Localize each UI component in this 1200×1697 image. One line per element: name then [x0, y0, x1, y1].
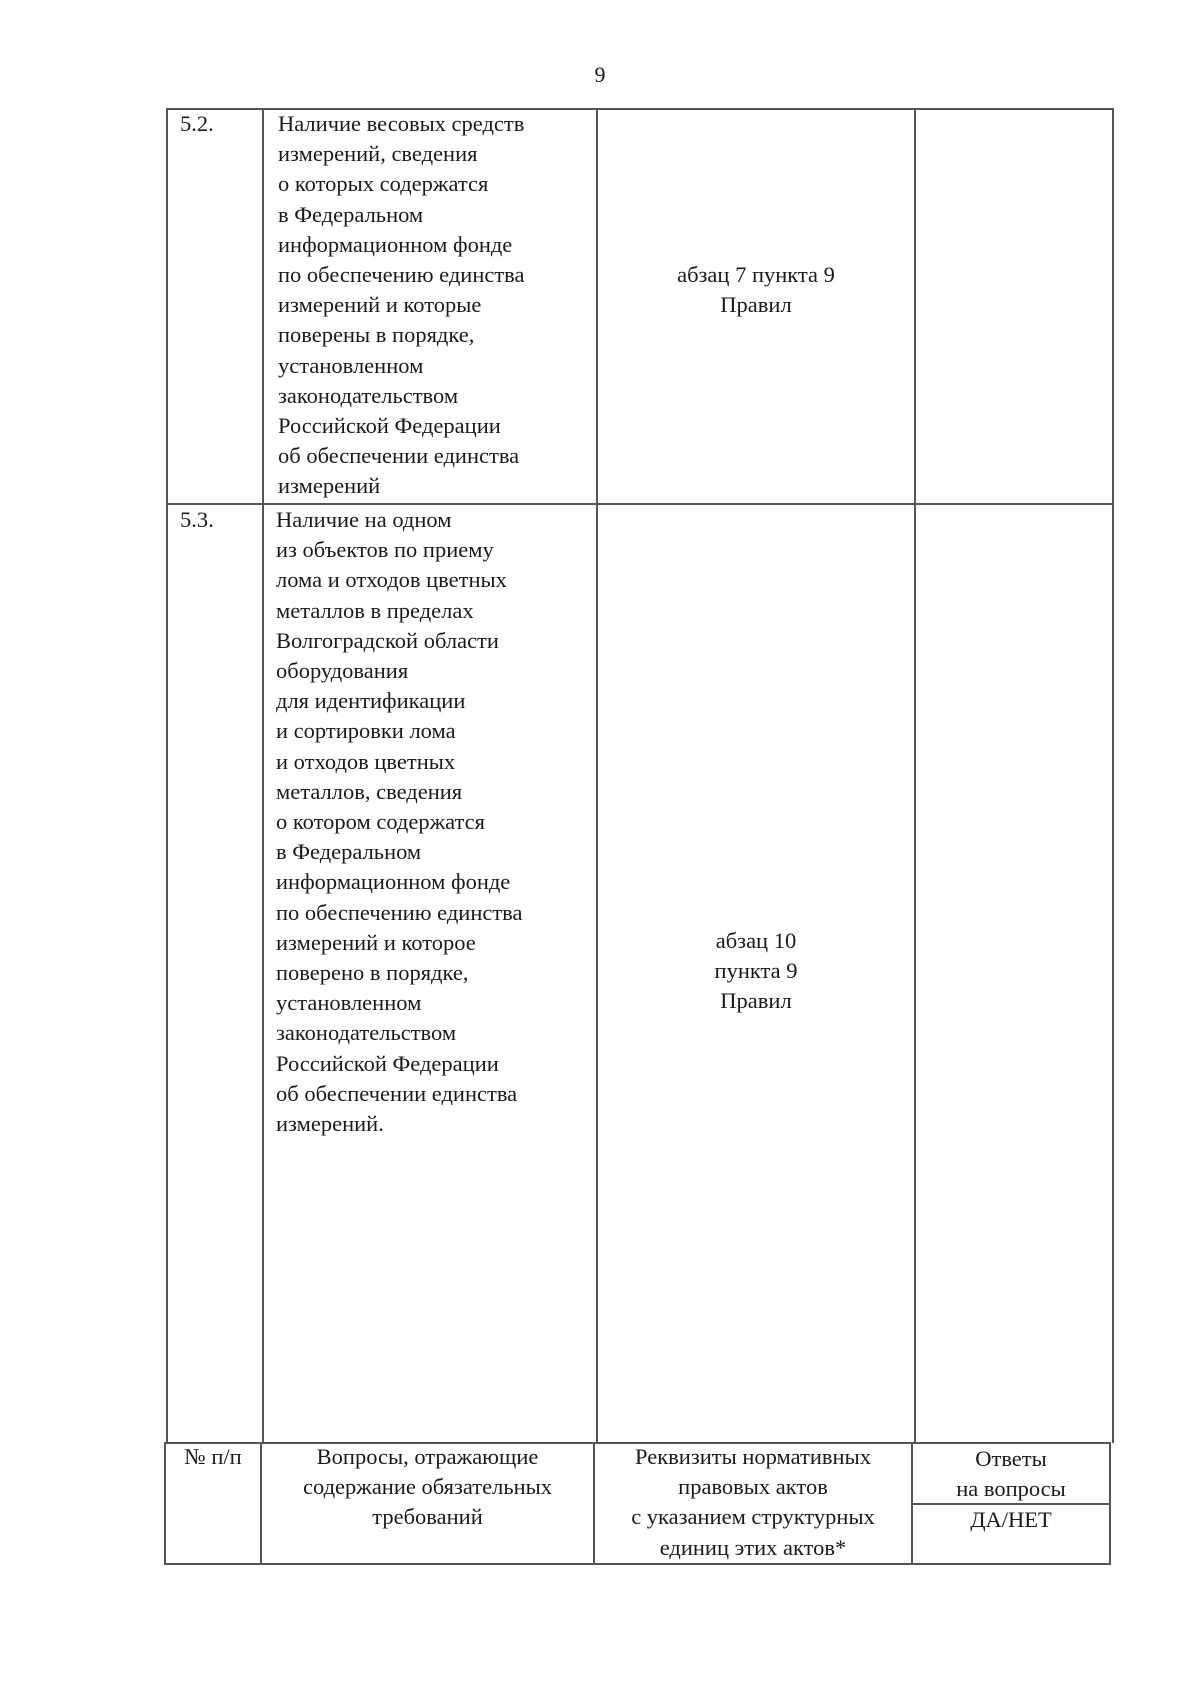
question-text: Наличие на одном из объектов по приему лома и отходов цветных металлов в пределах Волгоградской области оборудования для идентификации и сортировки лома и отходов цветных металлов, сведения о котором содержатся в Федеральном информационном фонде по обеспечению единства измерений и которое поверено в порядке, установленном законодательством Российской Федерации об обеспечении единства измерений.: [276, 507, 523, 1137]
legal-reference: абзац 10 пункта 9 Правил: [714, 928, 798, 1014]
header-answer: Ответы на вопросы: [956, 1446, 1066, 1502]
header-number: № п/п: [184, 1444, 242, 1469]
question-text: Наличие весовых средств измерений, сведения о которых содержатся в Федеральном информационном фонде по обеспечению единства измерений и которые поверены в порядке, установленном законодательством Российской Федерации об обеспечении единства измерений: [278, 111, 525, 499]
legal-reference: абзац 7 пункта 9 Правил: [677, 262, 835, 318]
header-border-right: [1109, 1442, 1111, 1564]
row-number: 5.3.: [180, 507, 214, 532]
row-number: 5.2.: [180, 111, 214, 136]
header-reference: Реквизиты нормативных правовых актов с указанием структурных единиц этих актов*: [631, 1444, 875, 1560]
header-question: Вопросы, отражающие содержание обязательных требований: [303, 1444, 552, 1530]
header-answer-yes-no: ДА/НЕТ: [970, 1507, 1052, 1532]
page-number: 9: [594, 62, 606, 87]
column-divider: [914, 108, 916, 1443]
table-border-right: [1112, 108, 1114, 1443]
header-border-bottom: [164, 1563, 1111, 1565]
column-divider: [262, 108, 264, 1443]
table-border-left: [166, 108, 168, 1443]
